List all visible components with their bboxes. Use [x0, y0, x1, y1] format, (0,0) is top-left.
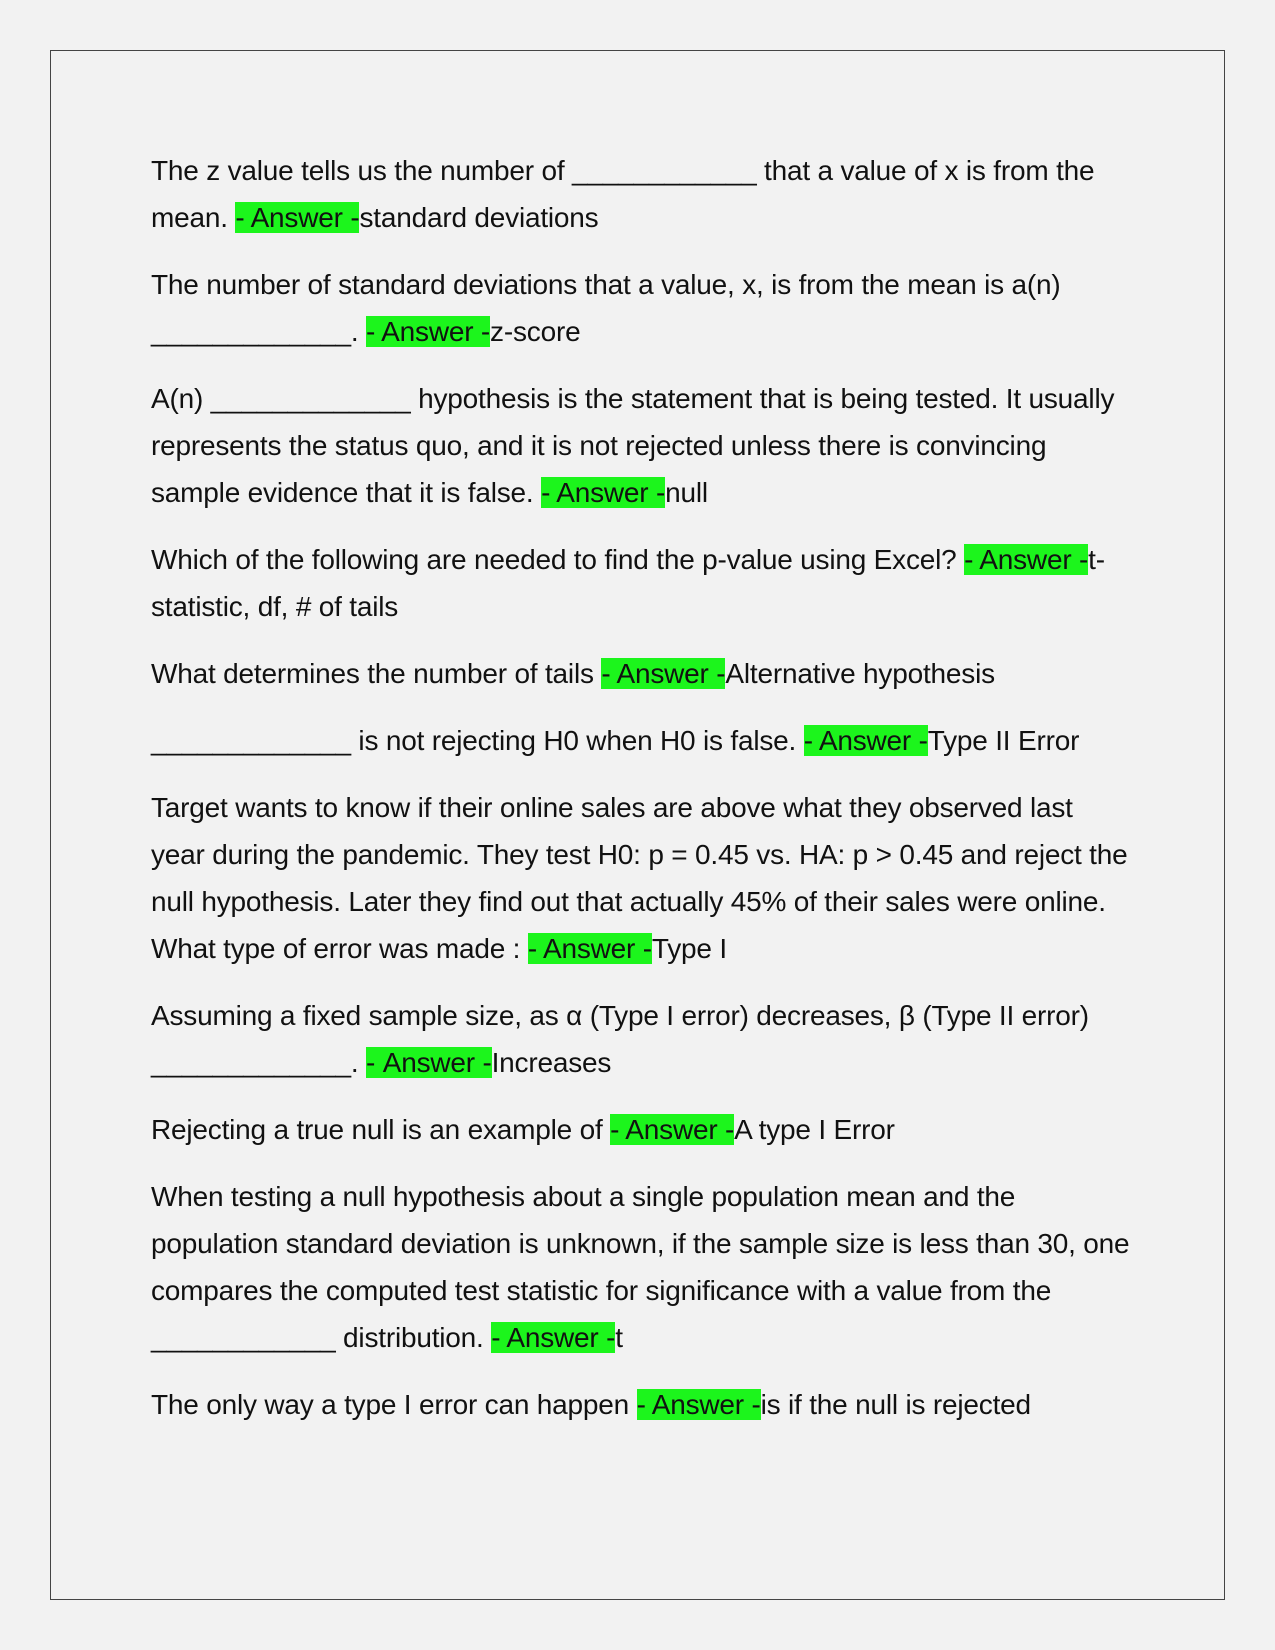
qa-item: [151, 1381, 1131, 1428]
question-text: The only way a type I error can happen: [151, 1389, 630, 1420]
answer-text: standard deviations: [359, 202, 599, 233]
question-text: Assuming a fixed sample size, as α (Type I error) decreases, β (Type II error) _____________.: [151, 1000, 1089, 1078]
question-text: _____________ is not rejecting H0 when H0 is false.: [151, 725, 797, 756]
answer-marker: - Answer -: [601, 658, 726, 689]
answer-text: A type I Error: [734, 1114, 895, 1145]
answer-marker: - Answer -: [541, 477, 666, 508]
answer-marker: - Answer -: [803, 725, 928, 756]
qa-item: [151, 1106, 1131, 1153]
answer-text: z-score: [490, 316, 581, 347]
answer-text: Type II Error: [927, 725, 1080, 756]
answer-text: Increases: [491, 1047, 612, 1078]
answer-marker: - Answer -: [527, 933, 652, 964]
qa-item: [151, 992, 1131, 1086]
answer-text: Alternative hypothesis: [725, 658, 995, 689]
answer-marker: - Answer -: [964, 544, 1089, 575]
answer-text: t: [615, 1322, 623, 1353]
document-content: [151, 147, 1131, 1448]
qa-item: [151, 717, 1131, 764]
answer-marker: - Answer -: [636, 1389, 761, 1420]
qa-item: [151, 1173, 1131, 1361]
answer-text: is if the null is rejected: [760, 1389, 1031, 1420]
qa-item: [151, 375, 1131, 516]
answer-text: t-statistic, df, # of tails: [151, 544, 1105, 622]
question-text: When testing a null hypothesis about a single population mean and the population standard deviation is unknown, if the sample size is less than 30, one compares the computed test statistic for significance with a value from the ____________ distribution.: [151, 1181, 1130, 1353]
answer-marker: - Answer -: [491, 1322, 616, 1353]
qa-item: [151, 650, 1131, 697]
qa-item: [151, 147, 1131, 241]
question-text: The number of standard deviations that a value, x, is from the mean is a(n) _____________.: [151, 269, 1061, 347]
answer-text: Type I: [651, 933, 727, 964]
question-text: The z value tells us the number of ____________ that a value of x is from the mean.: [151, 155, 1095, 233]
qa-item: [151, 261, 1131, 355]
answer-marker: - Answer -: [366, 1047, 492, 1078]
qa-item: [151, 784, 1131, 972]
question-text: What determines the number of tails: [151, 658, 594, 689]
answer-text: null: [665, 477, 708, 508]
question-text: Target wants to know if their online sales are above what they observed last year during the pandemic. They test H0: p = 0.45 vs. HA: p > 0.45 and reject the null hypothesis. Later they find out that actually 45% of their sales were online. What type of error was made :: [151, 792, 1128, 964]
answer-marker: - Answer -: [610, 1114, 735, 1145]
question-text: Rejecting a true null is an example of: [151, 1114, 603, 1145]
question-text: A(n) _____________ hypothesis is the statement that is being tested. It usually represents the status quo, and it is not rejected unless there is convincing sample evidence that it is false.: [151, 383, 1115, 508]
answer-marker: - Answer -: [235, 202, 360, 233]
question-text: Which of the following are needed to find the p-value using Excel?: [151, 544, 957, 575]
answer-marker: - Answer -: [366, 316, 491, 347]
qa-item: [151, 536, 1131, 630]
